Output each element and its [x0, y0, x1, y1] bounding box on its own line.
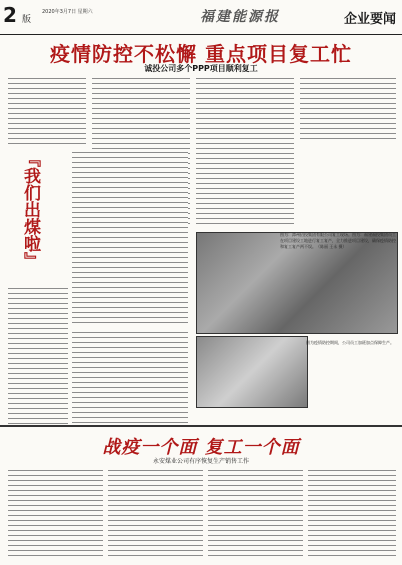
sidebar-title-box	[20, 150, 68, 282]
article-2-body-col-4	[308, 468, 396, 560]
article-1-body-col-5	[72, 150, 188, 324]
page-header	[0, 0, 402, 35]
article-2-body-col-1	[8, 468, 103, 560]
page-label: 版	[22, 15, 32, 25]
section-divider	[0, 425, 402, 427]
article-1-body-col-7	[72, 330, 188, 424]
masthead: 福建能源报	[200, 9, 280, 25]
article-1-body-col-1	[8, 76, 86, 148]
section-title: 企业要闻	[343, 12, 396, 27]
article-1-body-col-6	[8, 286, 68, 424]
article-2-headline: 战疫一个面 复工一个面	[102, 437, 300, 458]
article-1-headline: 疫情防控不松懈 重点项目复工忙	[50, 42, 352, 66]
photo-1-caption: 图为：漳州招投集团有限公司复工现场。图为：福建福投集团员工在项目建设工地进行复工复产，全力推进项目建设，确保疫情防控和复工复产两不误。（陈丽 王永 摄）	[280, 232, 396, 249]
article-1-body-col-4	[300, 76, 396, 140]
page-number: 2	[3, 3, 17, 27]
article-1-body-col-3	[196, 76, 294, 226]
article-2-body-col-3	[208, 468, 303, 560]
article-2-subhead: 永安煤业公司有序恢复生产销售工作	[152, 458, 249, 465]
article-1-subhead: 诚投公司多个PPP项目顺利复工	[144, 64, 258, 73]
date-line: 2020年3月7日 星期六	[42, 9, 93, 15]
photo-2-caption: 图为疫情防控期间，公司员工加班加点保障生产。	[306, 340, 394, 345]
article-2-body-col-2	[108, 468, 203, 560]
sidebar-title: 『我们出煤啦』	[20, 150, 40, 269]
photo-workers	[196, 336, 308, 408]
